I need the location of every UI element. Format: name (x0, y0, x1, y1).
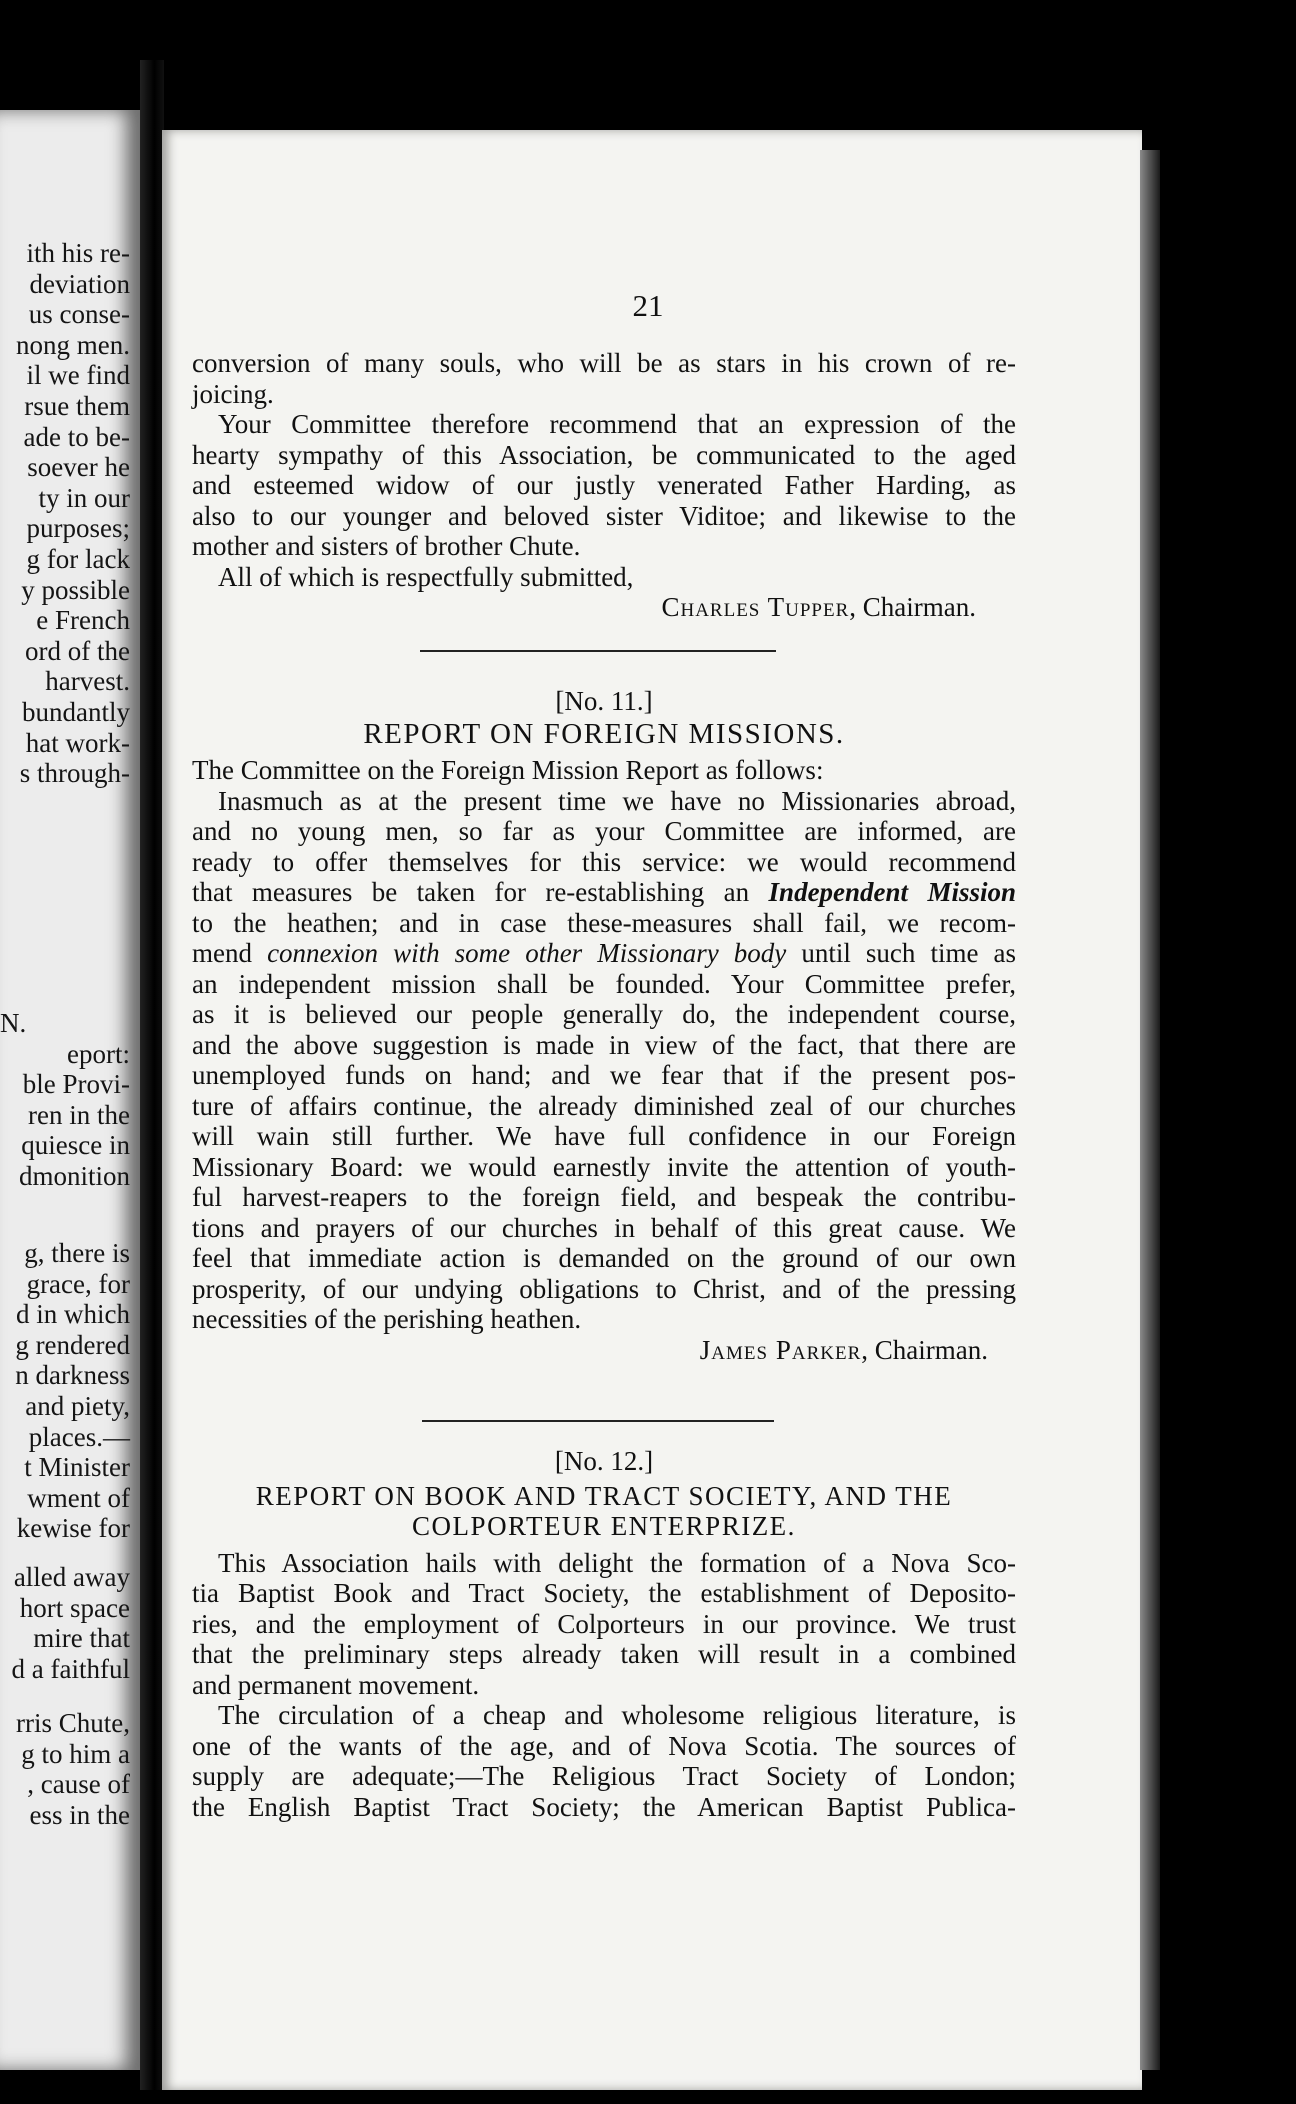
left-page-line: kewise for (16, 1513, 130, 1544)
left-page-line: mire that (33, 1623, 130, 1654)
report-number: [No. 12.] (554, 1446, 654, 1476)
text-line: and the above suggestion is made in view of the fact, that there are (192, 1029, 1016, 1060)
report-title: REPORT ON FOREIGN MISSIONS. (363, 717, 845, 750)
left-page-line: deviation (29, 268, 130, 299)
left-page-line: g rendered (15, 1329, 130, 1360)
text-line: prosperity, of our undying obligations to Christ, and of the pressing (192, 1273, 1016, 1304)
text-line: an independent mission shall be founded. Your Committee prefer, (192, 968, 1016, 999)
left-page-line: alled away (13, 1562, 130, 1592)
text-line: Your Committee therefore recommend that an expression of the (218, 409, 1016, 439)
text-line: supply are adequate;—The Religious Tract Society of London; (192, 1761, 1016, 1791)
left-page-line: ith his re- (26, 238, 130, 268)
left-page-line: d a faithful (11, 1653, 130, 1684)
left-page-line: ord of the (25, 635, 130, 666)
left-page-line: places.— (28, 1421, 130, 1452)
left-page-line: bundantly (22, 697, 130, 727)
text-fragment: that measures be taken for re-establishing an (192, 877, 750, 907)
text-fragment: mend (192, 938, 252, 968)
left-page-line: s through- (19, 758, 130, 789)
left-page-line: eport: (67, 1038, 130, 1069)
left-page-line: dmonition (18, 1161, 130, 1191)
text-line: Inasmuch as at the present time we have no Missionaries abroad, (218, 785, 1016, 816)
left-page-line: ade to be- (23, 421, 130, 452)
left-page-line: ty in our (38, 482, 130, 513)
left-page-line: , cause of (27, 1769, 130, 1800)
signature-role: , Chairman. (849, 592, 976, 622)
text-line: ready to offer themselves for this service: we would recommend (192, 846, 1016, 877)
signature-name: James Parker (699, 1334, 862, 1365)
text-line: as it is believed our people generally do, the independent course, (192, 999, 1016, 1029)
left-page-line: quiesce in (21, 1130, 130, 1161)
text-fragment: until such time as (801, 938, 1017, 968)
left-page-line: y possible (21, 574, 130, 605)
report-number: [No. 11.] (555, 686, 653, 716)
left-page-line: hat work- (25, 727, 130, 758)
left-page-line: g to him a (21, 1738, 130, 1769)
text-line: ries, and the employment of Colporteurs in our province. We trust (192, 1608, 1016, 1639)
book-gutter (140, 60, 164, 2090)
left-page-line: t Minister (24, 1452, 130, 1483)
section-divider (422, 1420, 774, 1422)
left-page-line: il we find (26, 360, 130, 391)
left-page-line: nong men. (16, 329, 130, 360)
left-page-line: g for lack (26, 544, 130, 574)
left-page-line: ess in the (29, 1799, 130, 1830)
text-line: ful harvest-reapers to the foreign field, and bespeak the contribu- (192, 1182, 1016, 1212)
left-page-line: ble Provi- (22, 1069, 130, 1100)
left-page-line: wment of (27, 1482, 130, 1513)
page-edge (1140, 150, 1160, 2070)
text-line: the English Baptist Tract Society; the American Baptist Publica- (192, 1791, 1016, 1822)
left-facing-page (0, 110, 140, 2070)
left-page-line: harvest. (45, 666, 130, 697)
committee-report-continued (192, 348, 1016, 623)
text-line: one of the wants of the age, and of Nova Scotia. The sources of (192, 1730, 1016, 1761)
text-line: that the preliminary steps already taken will result in a combined (192, 1639, 1016, 1669)
left-page-line: n darkness (15, 1360, 130, 1391)
text-line: also to our younger and beloved sister Viditoe; and likewise to the (192, 500, 1016, 531)
text-line: All of which is respectfully submitted, (218, 561, 634, 592)
text-line: will wain still further. We have full confidence in our Foreign (192, 1121, 1016, 1151)
text-line: to the heathen; and in case these-measures shall fail, we recom- (192, 907, 1016, 938)
signature-parker (192, 1335, 1016, 1366)
left-page-line: ren in the (28, 1099, 130, 1130)
italic-phrase: connexion with some other Missionary body (267, 938, 787, 968)
text-line: and no young men, so far as your Committee are informed, are (192, 816, 1016, 846)
text-line: necessities of the perishing heathen. (192, 1304, 582, 1334)
text-line: and esteemed widow of our justly venerated Father Harding, as (192, 470, 1016, 500)
text-line: joicing. (192, 378, 274, 409)
foreign-missions-report (192, 686, 1016, 1365)
left-page-line: us conse- (28, 299, 130, 330)
left-page-line: rsue them (24, 391, 130, 421)
left-page-line: grace, for (26, 1268, 130, 1299)
report-title-line2: COLPORTEUR ENTERPRIZE. (412, 1511, 796, 1541)
text-line: tia Baptist Book and Tract Society, the establishment of Deposito- (192, 1578, 1016, 1608)
text-line (192, 877, 1016, 908)
text-line: mother and sisters of brother Chute. (192, 531, 581, 561)
text-line: The circulation of a cheap and wholesome religious literature, is (218, 1700, 1016, 1730)
text-line (192, 938, 1016, 969)
section-divider (420, 650, 776, 652)
italic-phrase: Independent Mission (768, 877, 1016, 907)
text-line: unemployed funds on hand; and we fear that if the present pos- (192, 1060, 1016, 1090)
left-page-line: soever he (27, 452, 130, 483)
signature-name: Charles Tupper (661, 592, 850, 622)
left-page-line: d in which (16, 1299, 130, 1330)
left-page-line: e French (36, 605, 130, 636)
text-line: ture of affairs continue, the already diminished zeal of our churches (192, 1090, 1016, 1121)
left-page-line: and piety, (25, 1391, 130, 1421)
text-line: and permanent movement. (192, 1669, 480, 1700)
report-intro: The Committee on the Foreign Mission Report as follows: (192, 755, 824, 785)
text-line: This Association hails with delight the formation of a Nova Sco- (218, 1547, 1016, 1578)
page-number: 21 (632, 288, 664, 323)
text-line: feel that immediate action is demanded on the ground of our own (192, 1243, 1016, 1273)
left-page-line: hort space (19, 1592, 130, 1623)
signature-role: , Chairman. (861, 1334, 988, 1365)
signature-tupper (192, 592, 1016, 623)
left-page-line: purposes; (26, 513, 130, 544)
text-line: tions and prayers of our churches in behalf of this great cause. We (192, 1212, 1016, 1243)
text-line: hearty sympathy of this Association, be communicated to the aged (192, 439, 1016, 470)
book-tract-report (192, 1446, 1016, 1822)
left-page-line: g, there is (24, 1238, 130, 1268)
report-title-line1: REPORT ON BOOK AND TRACT SOCIETY, AND THE (255, 1480, 953, 1511)
text-line: Missionary Board: we would earnestly invite the attention of youth- (192, 1151, 1016, 1182)
text-line: conversion of many souls, who will be as stars in his crown of re- (192, 348, 1016, 378)
left-page-line: N. (0, 1008, 27, 1038)
left-page-line: rris Chute, (16, 1708, 130, 1738)
